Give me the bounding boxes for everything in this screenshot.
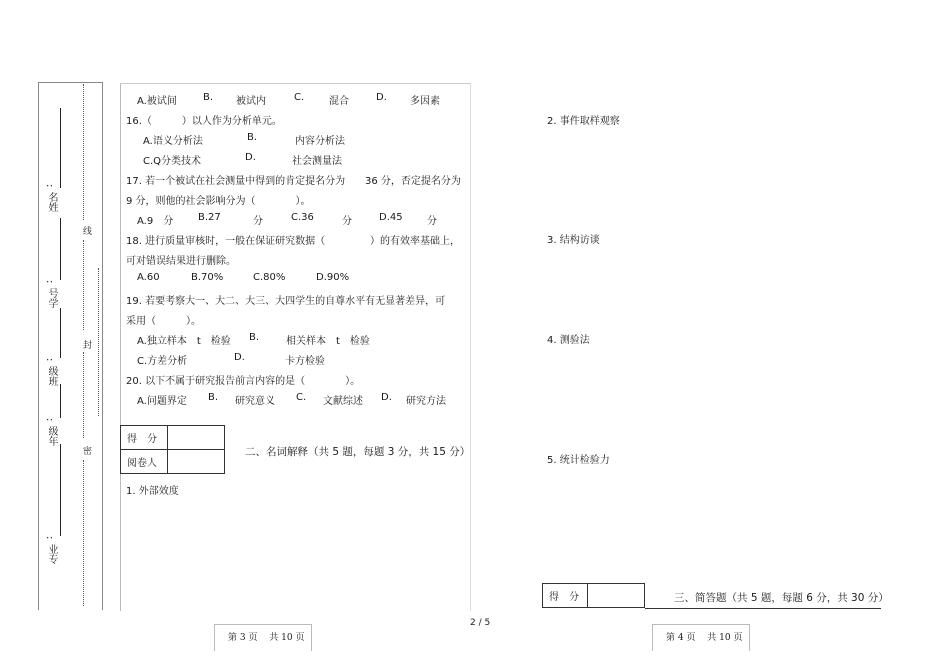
score-label: 得 分 [121,426,168,450]
option-c-unit: 分 [342,216,352,227]
option-d-label: D. [234,352,245,363]
option-a: A.独立样本 t 检验 [137,336,231,347]
grader-label: 阅卷人 [121,450,168,474]
term-3: 3. 结构访谈 [547,235,600,246]
term-5: 5. 统计检验力 [547,455,610,466]
question-options [0,152,470,166]
left-page-right-border [470,83,471,611]
option-a: A.被试间 [137,96,177,107]
score-cell[interactable] [588,584,645,608]
field-colon: : [44,184,55,188]
option-b: 相关样本 t 检验 [286,336,370,347]
term-2: 2. 事件取样观察 [547,116,620,127]
option-a: A.9 分 [137,216,174,227]
section-2-title: 二、名词解释（共 5 题，每题 3 分，共 15 分） [245,446,471,458]
question-18: 18. 进行质量审核时，一般在保证研究数据（ [126,236,326,247]
option-b: 研究意义 [235,396,275,407]
option-d-label: D. [381,392,392,403]
field-label-id: 号学 [46,288,57,308]
question-18-cont: 可对错误结果进行删除。 [126,256,236,267]
option-d: D.90% [316,272,350,283]
term-1: 1. 外部效度 [126,486,179,497]
margin-border-top [38,82,102,83]
option-c: 文献综述 [323,396,363,407]
field-label-grade: 级年 [46,426,57,446]
option-c-label: C. [296,392,307,403]
option-a: A.问题界定 [137,396,187,407]
left-page-top-border [120,83,470,84]
option-b: 被试内 [236,96,266,107]
question-19: 19. 若要考察大一、大二、大三、大四学生的自尊水平有无显著差异，可 [126,296,446,307]
page-number-left: 第 3 页 共 10 页 [228,633,305,643]
section-3-rule [645,608,881,609]
question-17: 17. 若一个被试在社会测量中得到的肯定提名分为 [126,176,346,187]
score-box-right [542,583,645,608]
question-options [0,92,470,106]
field-label-name: 名姓 [46,192,57,212]
option-d: 社会测量法 [292,156,342,167]
question-19-cont: 采用（ ）。 [126,316,201,327]
option-c: 混合 [329,96,349,107]
option-d: 研究方法 [406,396,446,407]
question-17-cont: 9 分，则他的社会影响分为（ ）。 [126,196,311,207]
field-colon: : [44,536,55,540]
section-3-title: 三、简答题（共 5 题，每题 6 分，共 30 分） [674,592,889,604]
option-c-label: C. [294,92,305,103]
field-line-major [60,444,61,536]
option-d: 多因素 [410,96,440,107]
field-colon: : [44,358,55,362]
option-c: C.方差分析 [137,356,188,367]
field-colon: : [44,418,55,422]
field-colon: : [44,280,55,284]
seal-marker-seal: 封 [81,340,91,349]
field-line-name [60,108,61,188]
option-d-label: D. [245,152,256,163]
question-options [0,212,470,226]
page-number-right: 第 4 页 共 10 页 [666,633,743,643]
option-b: B.70% [191,272,224,283]
grader-cell[interactable] [168,450,225,474]
field-line-id [60,218,61,280]
question-17-tail: 36 分，否定提名分为 [365,176,461,187]
option-b-label: B. [203,92,214,103]
seal-marker-close: 密 [81,446,91,455]
option-b: 内容分析法 [295,136,345,147]
option-b-label: B. [208,392,219,403]
page-counter: 2 / 5 [470,618,491,628]
field-label-major: 业专 [46,544,57,564]
option-a: A.语义分析法 [143,136,203,147]
score-label: 得 分 [543,584,588,608]
question-16: 16.（ ）以人作为分析单元。 [126,116,282,127]
score-box [120,425,225,474]
seal-marker-line: 线 [81,226,91,235]
option-b-unit: 分 [253,216,263,227]
question-18-tail: ）的有效率基础上， [370,236,460,247]
question-options [0,392,470,406]
option-b-label: B. [247,132,258,143]
score-cell[interactable] [168,426,225,450]
question-options [0,352,470,366]
question-options [0,132,470,146]
option-a: A.60 [137,272,160,283]
field-label-class: 级班 [46,366,57,386]
question-20: 20. 以下不属于研究报告前言内容的是（ ）。 [126,376,361,387]
option-d-unit: 分 [427,216,437,227]
option-c: C.36 [291,212,314,223]
option-d-label: D. [376,92,387,103]
question-options [0,332,470,346]
question-options [0,272,470,286]
term-4: 4. 测验法 [547,335,590,346]
option-c: C.80% [253,272,286,283]
seal-dotted-line [83,460,84,606]
option-d: D.45 [379,212,403,223]
option-b: B.27 [198,212,221,223]
option-b-label: B. [249,332,260,343]
option-d: 卡方检验 [285,356,325,367]
option-c: C.Q分类技术 [143,156,202,167]
